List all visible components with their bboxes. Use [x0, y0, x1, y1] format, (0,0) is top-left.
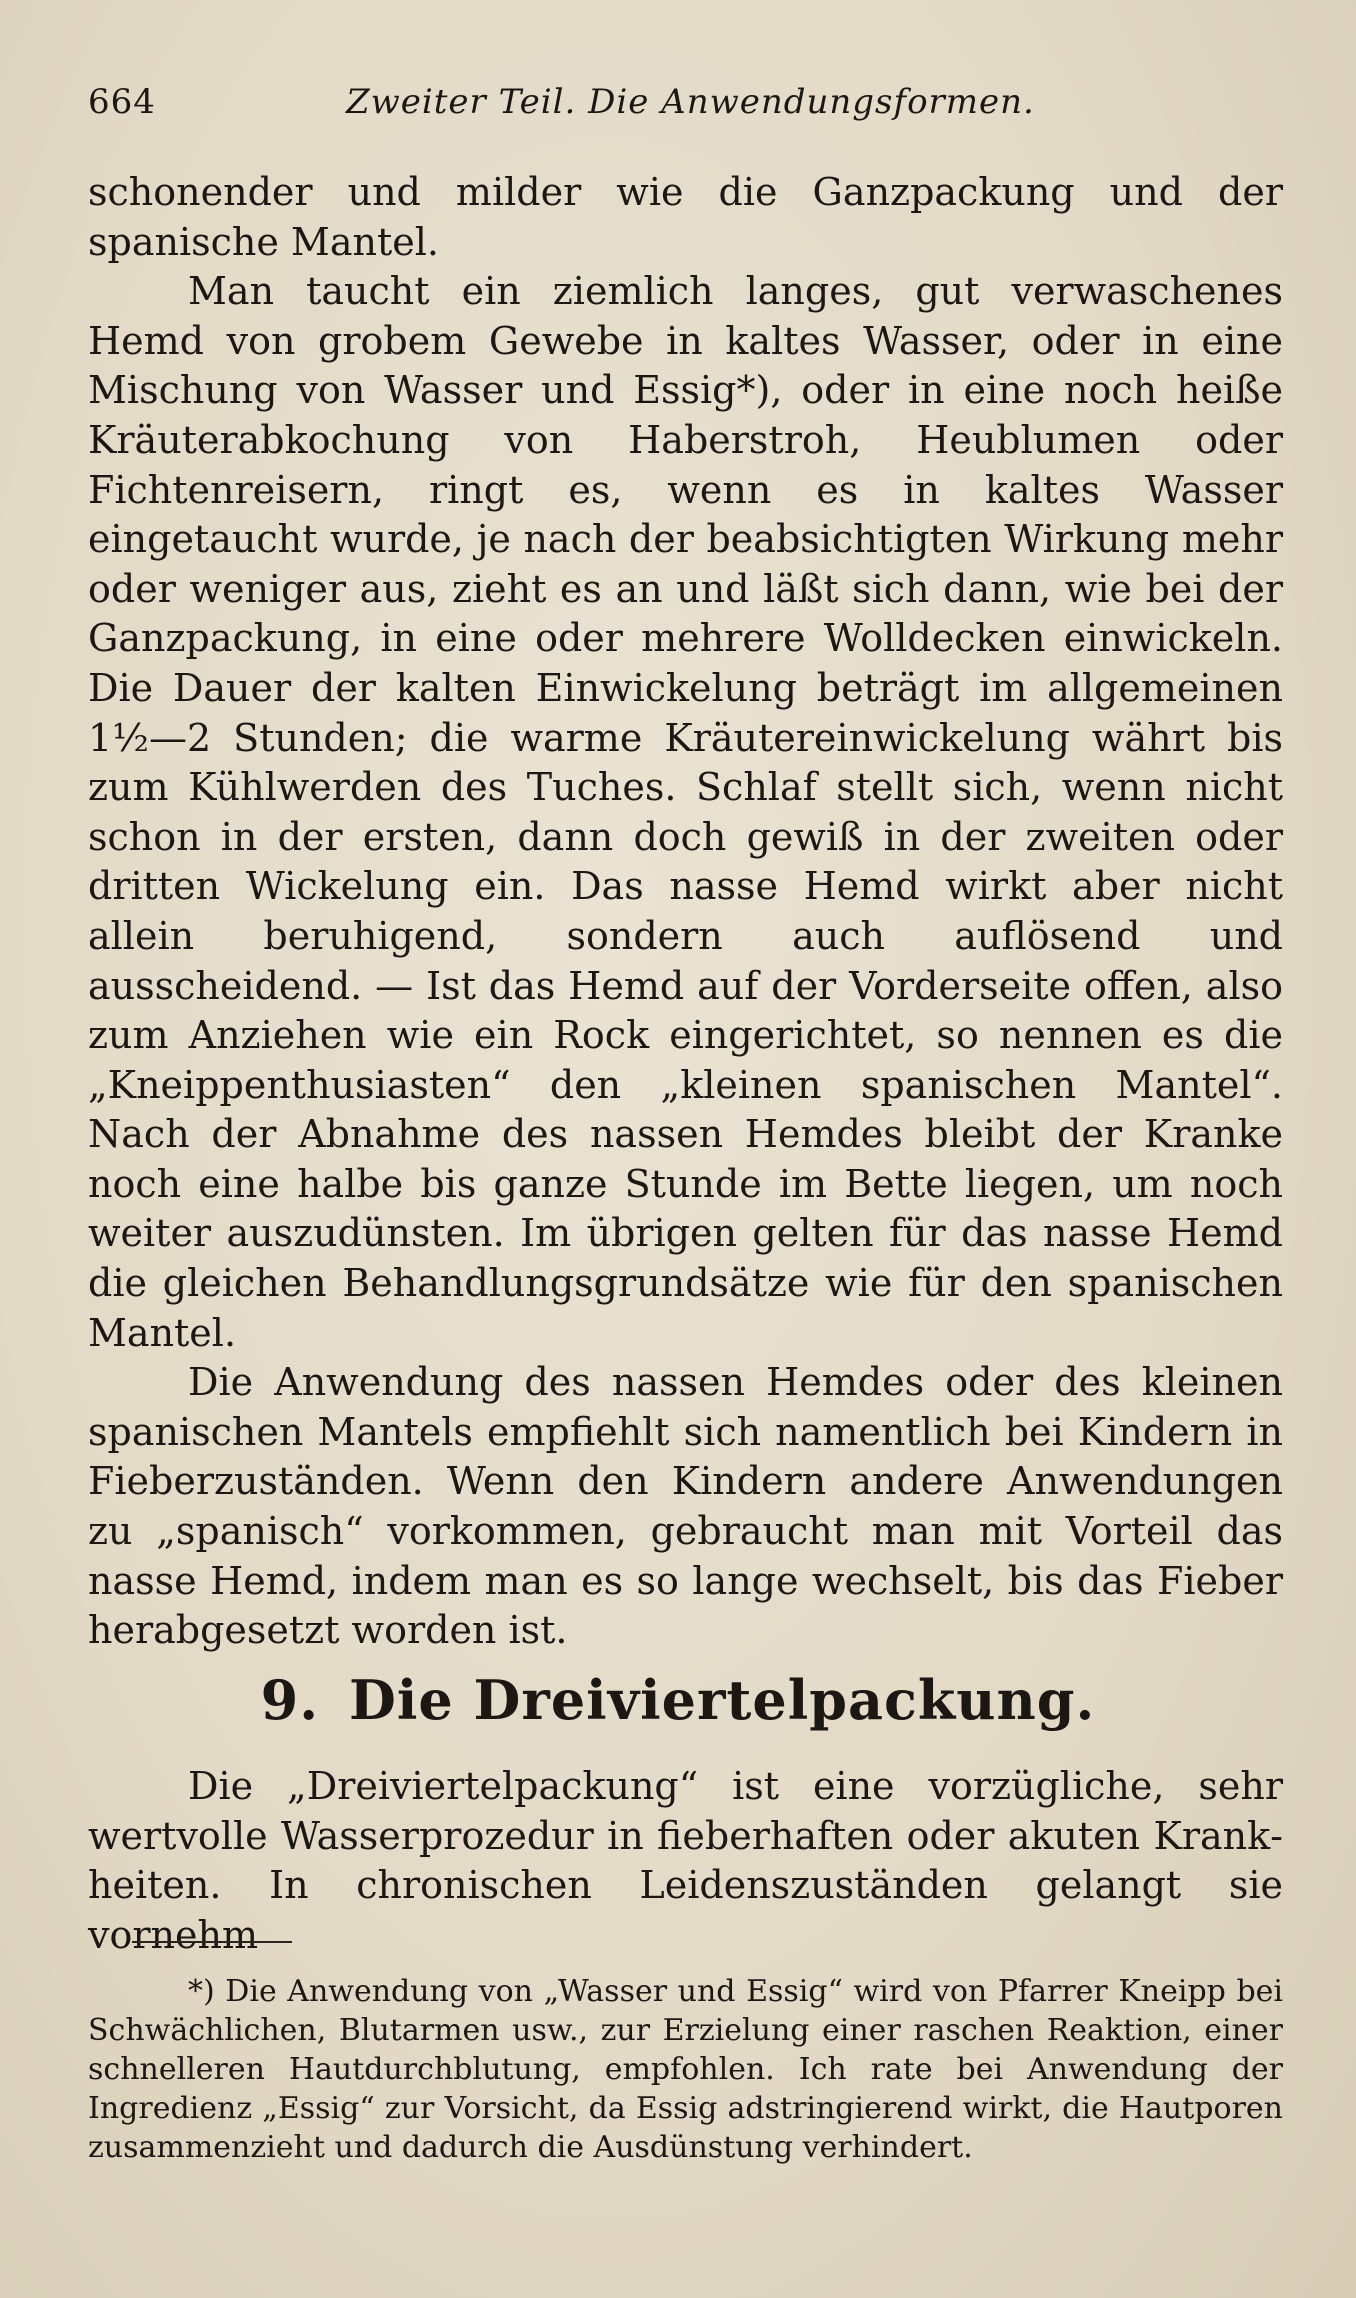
paragraph-dreiviertelpackung: Die „Dreiviertelpackung“ ist eine vorzügliche, sehr wertvolle Wasserprozedur in fieberhaften oder akuten Krankheiten. In chronischen Leidenszuständen gelangt sie vornehm [88, 1764, 1283, 1957]
footnote-divider [132, 1941, 292, 1943]
page-number: 664 [88, 82, 156, 122]
section-title: Die Dreiviertelpackung. [349, 1668, 1096, 1732]
section-number: 9. [260, 1668, 320, 1732]
section-heading [0, 1668, 1356, 1732]
paragraph-kinder: Die Anwendung des nassen Hemdes oder des kleinen spanischen Mantels empfiehlt sich namentlich bei Kindern in Fieberzuständen. Wenn den Kindern andere Anwendungen zu „spanisch“ vorkommen, gebraucht man mit Vorteil das nasse Hemd, indem man es so lange wechselt, bis das Fieber herabgesetzt worden ist. [88, 1360, 1283, 1653]
body-text [88, 168, 1283, 1656]
footnote-text: *) Die Anwendung von „Wasser und Essig“ wird von Pfarrer Kneipp bei Schwächlichen, Blutarmen usw., zur Erzielung einer raschen Reaktion, einer schnelleren Hautdurchblutung, empfohlen. Ich rate bei Anwendung der Ingredienz „Essig“ zur Vorsicht, da Essig adstringierend wirkt, die Hautporen zusammenzieht und dadurch die Ausdünstung verhindert. [88, 1974, 1283, 2165]
section-text [88, 1762, 1283, 1960]
page-header [88, 82, 1288, 132]
footnote [88, 1972, 1283, 2167]
running-head: Zweiter Teil. Die Anwendungsformen. [346, 82, 1035, 122]
paragraph-nasses-hemd: Man taucht ein ziemlich langes, gut verwaschenes Hemd von grobem Gewebe in kaltes Wasser, oder in eine Mischung von Wasser und Essig*), oder in eine noch heiße Kräuterabkochung von Haberstroh, Heublumen oder Fichtenreisern, ringt es, wenn es in kaltes Wasser eingetaucht wurde, je nach der beabsichtigten Wirkung mehr oder weniger aus, zieht es an und läßt sich dann, wie bei der Ganzpackung, in eine oder mehrere Wolldecken einwickeln. Die Dauer der kalten Einwickelung beträgt im allgemeinen 1½—2 Stunden; die warme Kräutereinwickelung währt bis zum Kühlwerden des Tuches. Schlaf stellt sich, wenn nicht schon in der ersten, dann doch gewiß in der zweiten oder dritten Wickelung ein. Das nasse Hemd wirkt aber nicht allein beruhigend, sondern auch auflösend und ausscheidend. — Ist das Hemd auf der Vorderseite offen, also zum Anziehen wie ein Rock eingerichtet, so nennen es die „Kneippenthusiasten“ den „kleinen spanischen Mantel“. Nach der Abnahme des nassen Hemdes bleibt der Kranke noch eine halbe bis ganze Stunde im Bette liegen, um noch weiter auszudünsten. Im übrigen gelten für das nasse Hemd die gleichen Behandlungsgrundsätze wie für den spanischen Mantel. [88, 269, 1283, 1355]
paragraph-continuation: schonender und milder wie die Ganzpackung und der spanische Mantel. [88, 170, 1283, 264]
